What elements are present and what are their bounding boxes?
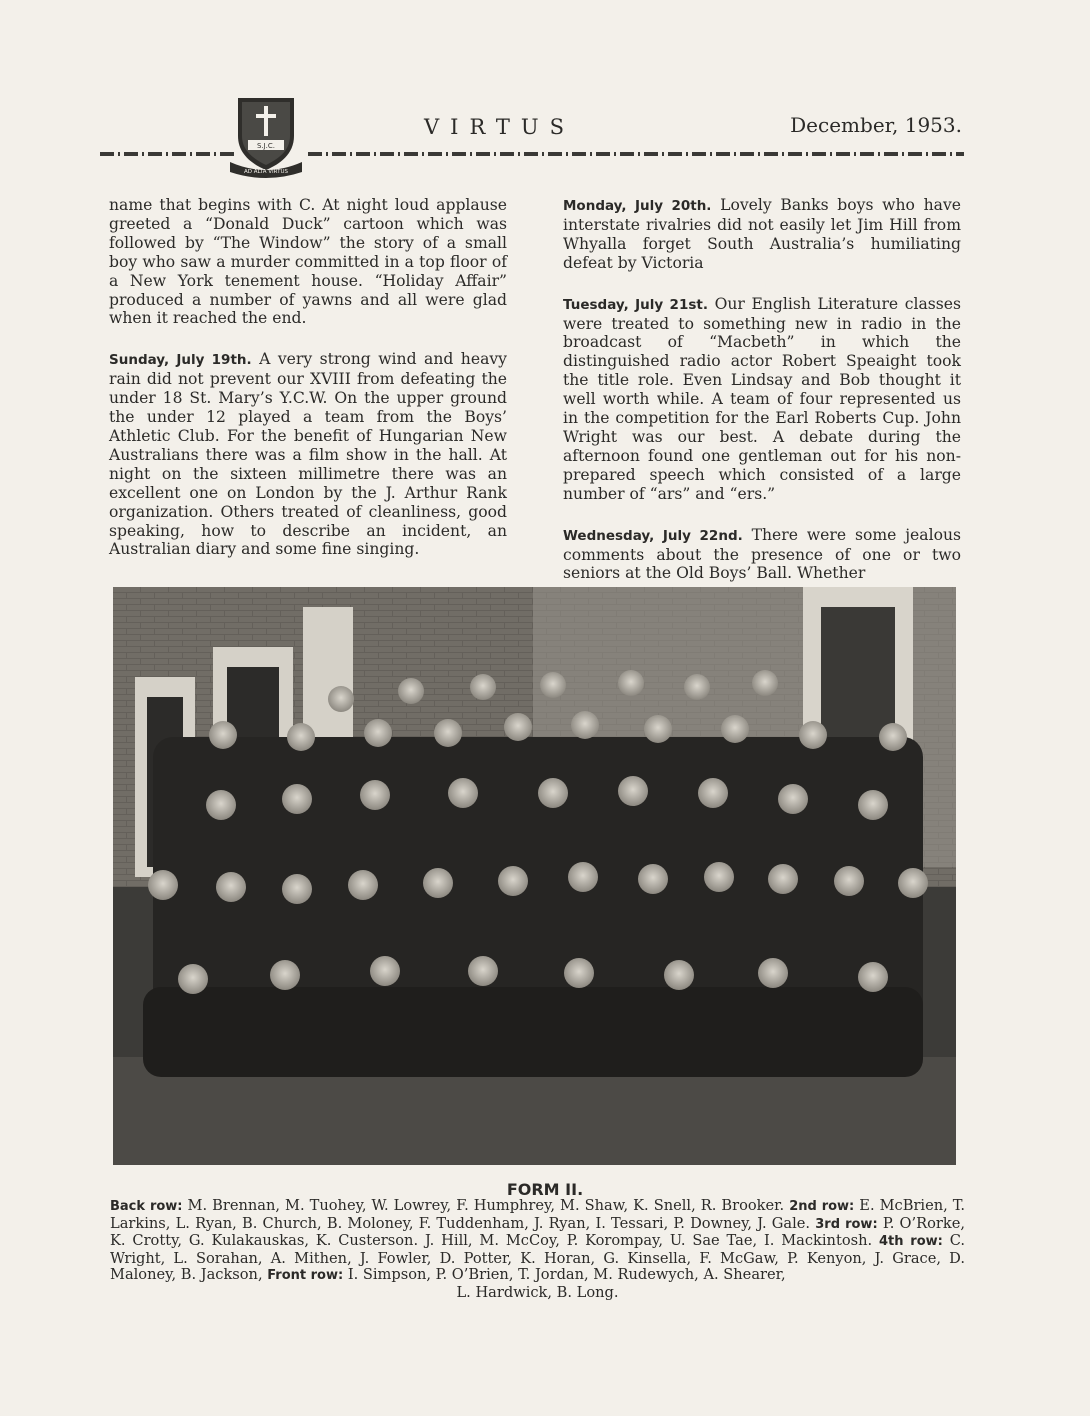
- crest-initials: S.J.C.: [256, 142, 276, 150]
- entry-text: There were some jealous comments about the presence of one or two seniors at the Old Boys’ Ball. Whether: [563, 525, 961, 583]
- caption-row-label: 2nd row:: [789, 1199, 855, 1214]
- caption-row-label: 4th row:: [879, 1234, 943, 1250]
- caption-row-names: C. Wright, L. Sorahan, A. Mithen, J. Fowler, D. Potter, K. Horan, G. Kinsella, F. McGaw, P. Kenyon, J. Grace, D. Maloney, B. Jackson,: [110, 1232, 966, 1284]
- entry-text: Lovely Banks boys who have interstate rivalries did not easily let Jim Hill from Whyalla forget South Australia’s humiliating defeat by Victoria: [563, 196, 961, 272]
- diary-entry: [109, 350, 507, 559]
- diary-entry: [563, 526, 961, 584]
- entry-heading: Monday, July 20th.: [563, 198, 712, 214]
- caption-row-label: 3rd row:: [815, 1216, 878, 1232]
- caption-row-names: E. McBrien, T. Larkins, L. Ryan, B. Church, B. Moloney, F. Tuddenham, J. Ryan, I. Tessari, P. Downey, J. Gale.: [110, 1197, 966, 1232]
- diary-entry: [563, 295, 961, 504]
- entry-heading: Wednesday, July 22nd.: [563, 527, 743, 544]
- photo-illustration: [113, 587, 956, 1165]
- school-crest-icon: [230, 92, 302, 178]
- crest-motto: AD ALTA VIRTUS: [244, 169, 288, 175]
- photo-caption: [110, 1198, 965, 1302]
- diary-entry: [563, 196, 961, 273]
- entry-text: Our English Literature classes were treated to something new in radio in the broadcast of “Macbeth” in which the distinguished radio actor Robert Speaight took the title role. Even Lindsay and Bob thought it well worth while. A team of four represented us in the competition for the Earl Roberts Cup. John Wright was our best. A debate during the afternoon found one gentleman out for his non-prepared speech which consisted of a large number of “ars” and “ers.”: [563, 294, 961, 503]
- header-rule-right: [308, 152, 964, 156]
- caption-row-label: Back row:: [110, 1199, 183, 1214]
- continued-paragraph: name that begins with C. At night loud applause greeted a “Donald Duck” cartoon which was followed by “The Window” the story of a small boy who saw a murder committed in a top floor of a New York tenement house. “Holiday Affair” produced a number of yawns and all were glad when it reached the end.: [109, 196, 507, 328]
- caption-row-names: M. Brennan, M. Tuohey, W. Lowrey, F. Humphrey, M. Shaw, K. Snell, R. Brooker.: [187, 1197, 785, 1214]
- class-group-photo: [113, 587, 956, 1165]
- issue-date: December, 1953.: [790, 113, 962, 137]
- caption-row-names: I. Simpson, P. O’Brien, T. Jordan, M. Rudewych, A. Shearer,: [347, 1266, 786, 1284]
- left-column: [109, 196, 507, 581]
- caption-row-label: Front row:: [267, 1268, 344, 1284]
- caption-row-names: P. O’Rorke, K. Crotty, G. Kulakauskas, K. Custerson. J. Hill, M. McCoy, P. Korompay, U. Sae Tae, I. Mackintosh.: [110, 1214, 965, 1250]
- page-header: [0, 0, 1090, 180]
- entry-heading: Sunday, July 19th.: [109, 352, 252, 369]
- entry-text: A very strong wind and heavy rain did not prevent our XVIII from defeating the under 18 St. Mary’s Y.C.W. On the upper ground the under 12 played a team from the Boys’ Athletic Club. For the benefit of Hungarian New Australians there was a film show in the hall. At night on the sixteen millimetre there was an excellent one on London by the J. Arthur Rank organization. Others treated of cleanliness, good speaking, how to describe an incident, an Australian diary and some fine singing.: [109, 350, 507, 559]
- right-column: [563, 196, 961, 605]
- caption-row-names-end: L. Hardwick, B. Long.: [456, 1283, 619, 1301]
- entry-heading: Tuesday, July 21st.: [563, 296, 708, 313]
- masthead-title: VIRTUS: [424, 115, 575, 139]
- photo-caption-title: FORM II.: [506, 1180, 584, 1199]
- header-rule-left: [100, 152, 235, 156]
